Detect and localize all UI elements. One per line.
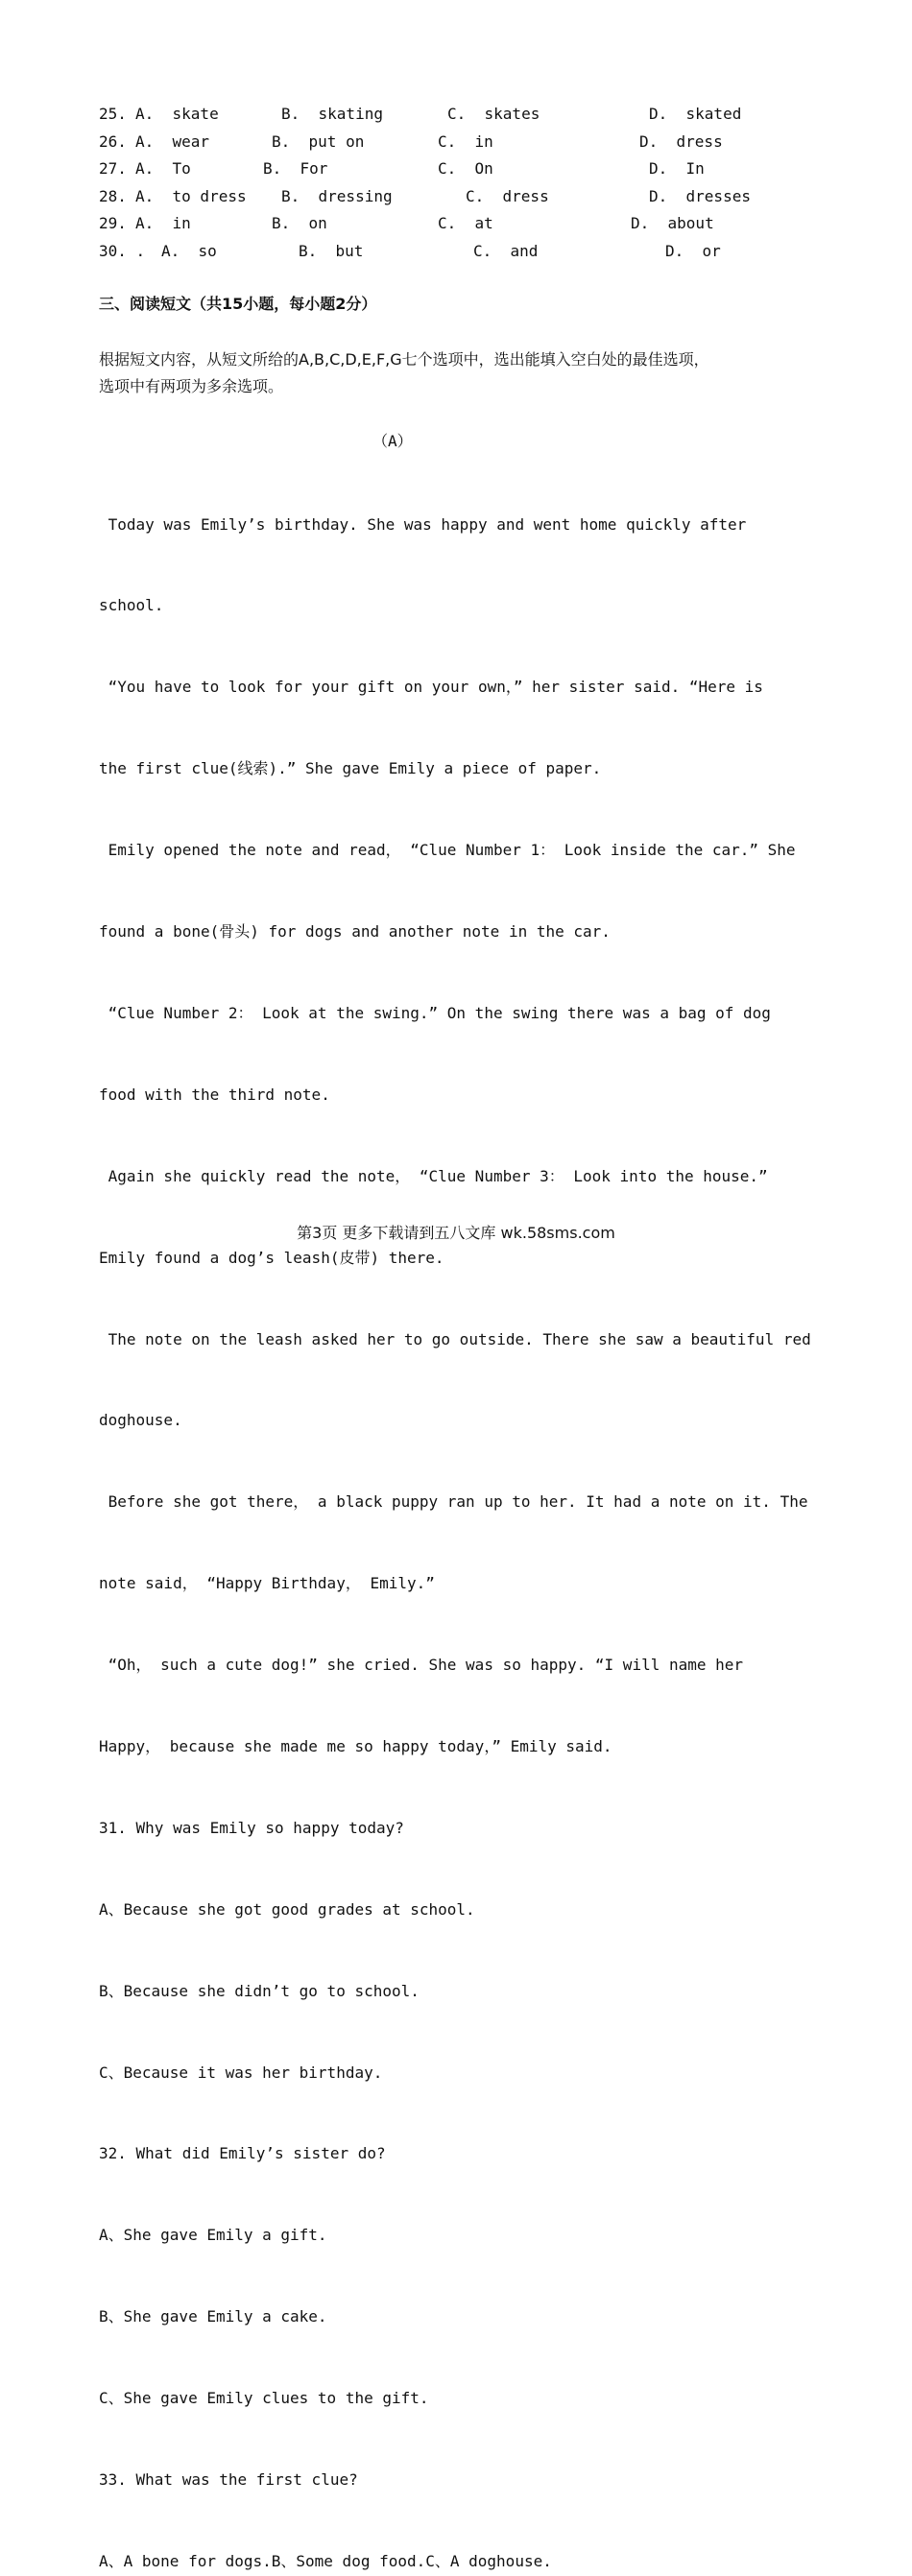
option-a: A. in — [135, 214, 191, 232]
passage-line: food with the third note. — [99, 1085, 330, 1104]
option-b: B. put on — [272, 132, 365, 151]
passage-line: Before she got there， a black puppy ran up to her. It had a note on it. The — [99, 1492, 808, 1512]
question-31: 31. Why was Emily so happy today? — [99, 1818, 404, 1837]
question-33: 33. What was the first clue? — [99, 2469, 358, 2489]
option-d: D. about — [631, 214, 714, 232]
option-c: C. On — [438, 159, 493, 178]
option-a: A. so — [161, 242, 217, 260]
answer-option: A、Because she got good grades at school. — [99, 1899, 475, 1919]
question-32: 32. What did Emily’s sister do? — [99, 2144, 386, 2163]
option-b: B. but — [299, 242, 364, 260]
section-heading: 三、阅读短文（共15小题，每小题2分） — [99, 295, 377, 313]
option-b: B. dressing — [281, 187, 393, 205]
option-c: C. and — [473, 242, 539, 260]
instruction-line-1: 根据短文内容，从短文所给的A,B,C,D,E,F,G七个选项中，选出能填入空白处的最佳选项， — [99, 350, 709, 369]
option-d: D. In — [649, 159, 705, 178]
passage-line: the first clue(线索).” She gave Emily a piece of paper. — [99, 759, 602, 778]
question-number: 29. — [99, 214, 127, 232]
question-number: 28. — [99, 187, 127, 205]
question-number: 25. — [99, 105, 127, 123]
option-c: C. at — [438, 214, 493, 232]
option-d: D. or — [665, 242, 721, 260]
question-number: 26. — [99, 132, 127, 151]
option-d: D. dresses — [649, 187, 751, 205]
answer-option: A、A bone for dogs.B、Some dog food.C、A doghouse. — [99, 2551, 552, 2570]
passage-line: “You have to look for your gift on your own，” her sister said. “Here is — [99, 678, 763, 697]
passage-line: found a bone(骨头) for dogs and another note in the car. — [99, 922, 611, 942]
passage-line: Happy， because she made me so happy today，” Emily said. — [99, 1736, 612, 1755]
option-a: A. skate — [135, 105, 219, 123]
question-number: 27. — [99, 159, 127, 178]
passage-line: Today was Emily’s birthday. She was happy and went home quickly after — [99, 514, 747, 534]
page-footer: 第3页 更多下载请到五八文库 wk.58sms.com — [297, 1224, 615, 1242]
passage-body — [99, 457, 838, 2576]
option-a: A. To — [135, 159, 191, 178]
option-d: D. skated — [649, 105, 742, 123]
option-a: A. to dress — [135, 187, 247, 205]
passage-line: Again she quickly read the note， “Clue Number 3： Look into the house.” — [99, 1166, 768, 1185]
answer-option: B、She gave Emily a cake. — [99, 2307, 327, 2326]
option-b: B. For — [263, 159, 328, 178]
passage-line: Emily opened the note and read， “Clue Number 1： Look inside the car.” She — [99, 841, 796, 860]
answer-option: C、She gave Emily clues to the gift. — [99, 2389, 429, 2408]
option-b: B. skating — [281, 105, 383, 123]
option-c: C. in — [438, 132, 493, 151]
option-b: B. on — [272, 214, 327, 232]
passage-line: “Oh， such a cute dog!” she cried. She was so happy. “I will name her — [99, 1656, 744, 1675]
option-d: D. dress — [639, 132, 723, 151]
passage-line: The note on the leash asked her to go outside. There she saw a beautiful red — [99, 1329, 811, 1348]
passage-title: （A） — [372, 432, 413, 450]
passage-line: Emily found a dog’s leash(皮带) there. — [99, 1248, 444, 1267]
passage-line: note said， “Happy Birthday， Emily.” — [99, 1574, 435, 1593]
passage-line: school. — [99, 596, 164, 615]
option-c: C. skates — [447, 105, 540, 123]
option-c: C. dress — [466, 187, 549, 205]
passage-line: “Clue Number 2： Look at the swing.” On the swing there was a bag of dog — [99, 1003, 771, 1022]
question-number: 30. . — [99, 242, 146, 260]
answer-option: A、She gave Emily a gift. — [99, 2226, 327, 2245]
answer-option: C、Because it was her birthday. — [99, 2063, 383, 2082]
passage-line: doghouse. — [99, 1411, 182, 1430]
option-a: A. wear — [135, 132, 210, 151]
instruction-line-2: 选项中有两项为多余选项。 — [99, 377, 284, 395]
answer-option: B、Because she didn’t go to school. — [99, 1981, 420, 2000]
